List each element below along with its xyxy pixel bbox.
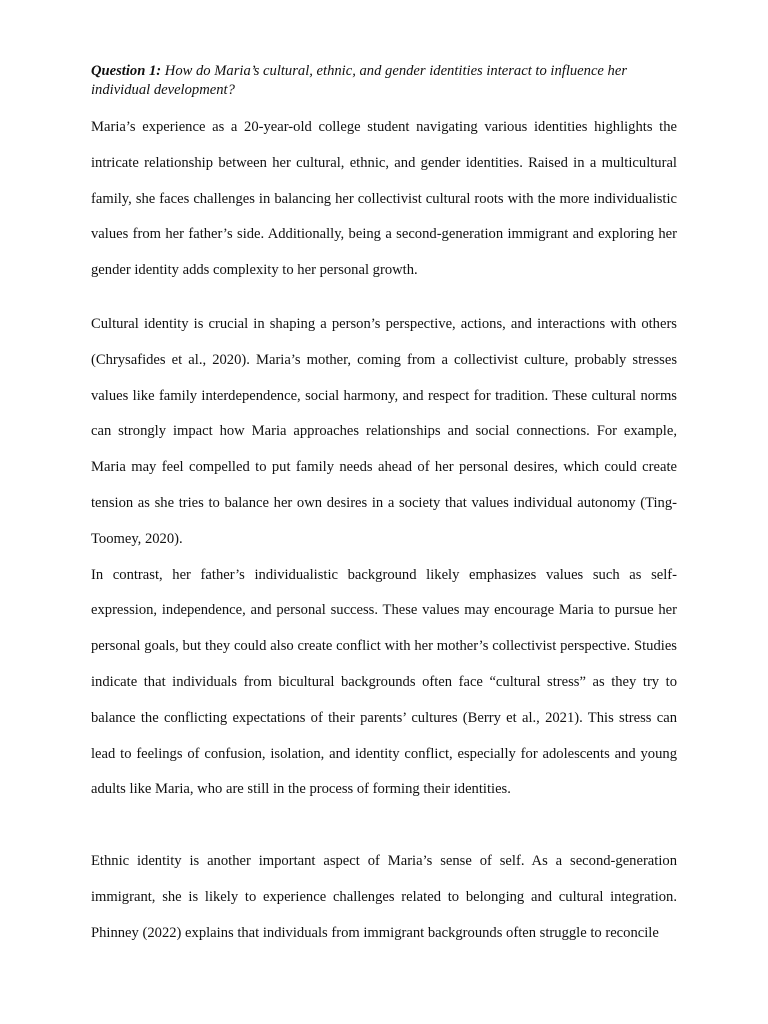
question-label: Question 1:: [91, 63, 162, 79]
question-heading: [91, 62, 677, 100]
paragraph-father-background: In contrast, her father’s individualistic background likely emphasizes values such as self-expression, independence, and personal success. These values may encourage Maria to pursue her personal goals, but they could also create conflict with her mother’s collectivist perspective. Studies indicate that individuals from bicultural backgrounds often face “cultural stress” as they try to balance the conflicting expectations of their parents’ cultures (Berry et al., 2021). This stress can lead to feelings of confusion, isolation, and identity conflict, especially for adolescents and young adults like Maria, who are still in the process of forming their identities.: [91, 566, 677, 798]
paragraph-ethnic-identity: Ethnic identity is another important aspect of Maria’s sense of self. As a second-generation immigrant, she is likely to experience challenges related to belonging and cultural integration. Phinney (2022) explains that individuals from immigrant backgrounds often struggle to reconcile: [91, 853, 677, 941]
document-page: [91, 62, 677, 952]
question-text: How do Maria’s cultural, ethnic, and gender identities interact to influence her individual development?: [91, 63, 628, 98]
paragraph-intro: Maria’s experience as a 20-year-old college student navigating various identities highlights the intricate relationship between her cultural, ethnic, and gender identities. Raised in a multicultural family, she faces challenges in balancing her collectivist cultural roots with the more individualistic values from her father’s side. Additionally, being a second-generation immigrant and exploring her gender identity adds complexity to her personal growth.: [91, 119, 677, 279]
paragraph-cultural-identity: Cultural identity is crucial in shaping a person’s perspective, actions, and interactions with others (Chrysafides et al., 2020). Maria’s mother, coming from a collectivist culture, probably stresses values like family interdependence, social harmony, and respect for tradition. These cultural norms can strongly impact how Maria approaches relationships and social connections. For example, Maria may feel compelled to put family needs ahead of her personal desires, which could create tension as she tries to balance her own desires in a society that values individual autonomy (Ting-Toomey, 2020).: [91, 315, 677, 547]
